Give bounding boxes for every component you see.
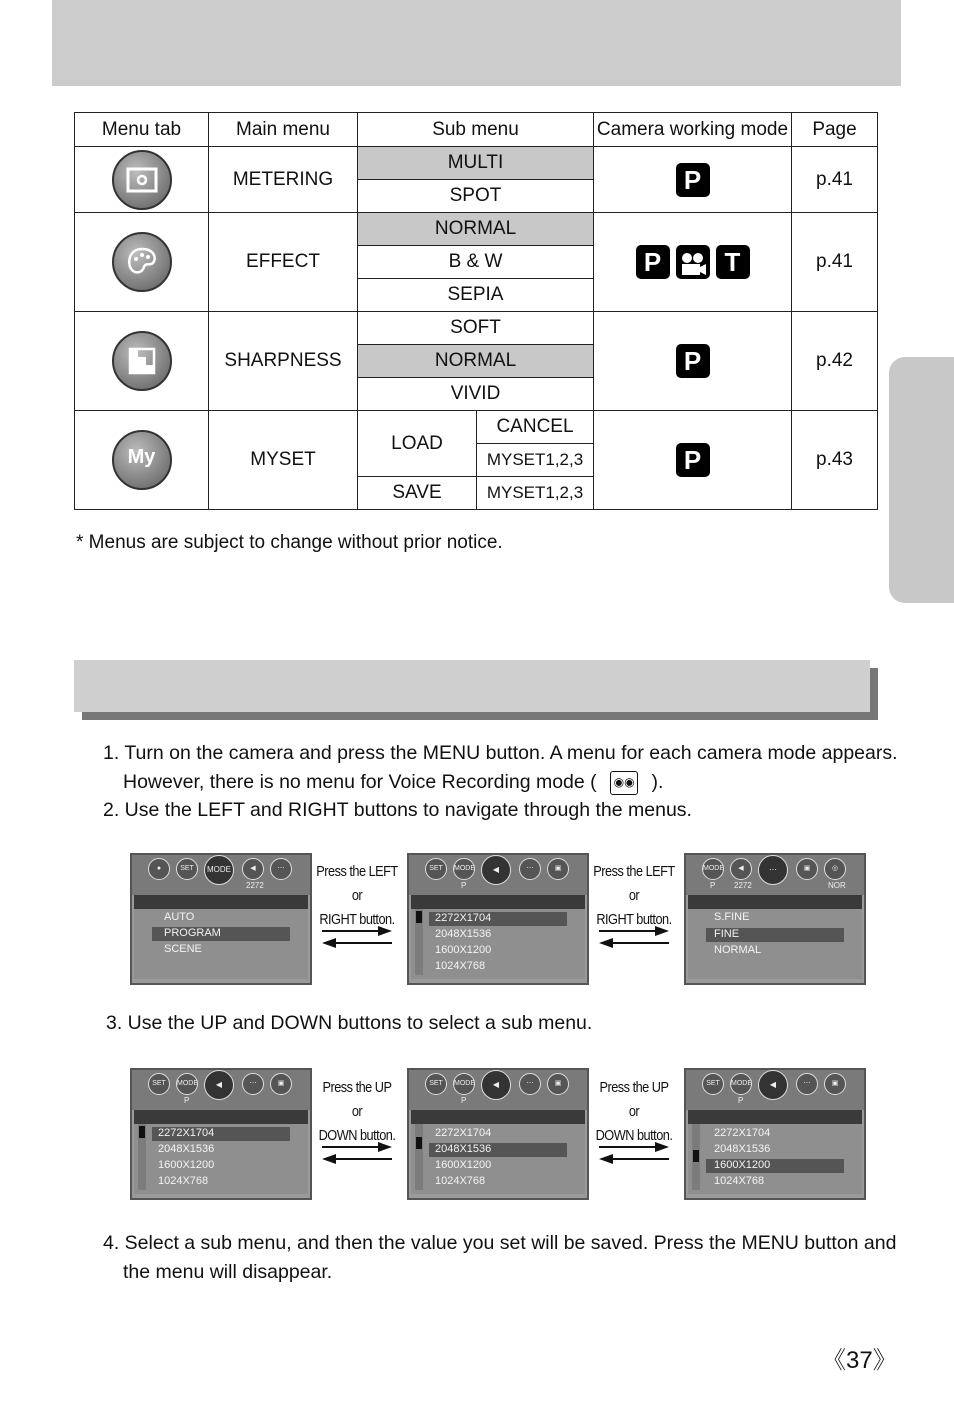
header-band [52,0,901,86]
sub-save-myset: MYSET1,2,3 [477,477,594,510]
menus-note: * Menus are subject to change without prior notice. [76,532,503,553]
sub-load-cancel: CANCEL [477,411,594,444]
voice-recording-icon: ◉◉ [610,771,638,795]
screen-d-item-4: 1024X768 [158,1175,209,1187]
program-mode-icon: P [676,344,710,378]
size-icon: ⋯ [270,858,292,880]
voice-icon: ◀ [204,1070,234,1100]
screen-c-item-2: FINE [714,928,740,940]
screen-b-item-3: 1600X1200 [435,944,492,956]
screen-b-mode: P [461,881,467,890]
quality-icon: ▣ [824,1073,846,1095]
mode-cell-metering [594,147,792,213]
metering-icon [112,150,172,210]
size-icon: ⋯ [796,1073,818,1095]
myset-tab-cell [75,411,209,510]
screen-d [130,1068,312,1200]
screen-a-item-3: SCENE [164,943,202,955]
press-ud-1-line2: DOWN button. [318,1127,396,1144]
sharpness-tab-cell [75,312,209,411]
screen-e-mode: P [461,1096,467,1105]
voice-icon: ◀ [730,858,752,880]
set-icon: SET [702,1073,724,1095]
col-menu-tab: Menu tab [75,113,209,147]
metering-icon: ▣ [796,858,818,880]
press-lr-1-line2: RIGHT button. [319,911,395,928]
myset-icon [112,430,172,490]
screen-a-item-1: AUTO [164,911,195,923]
size-icon: ⋯ [519,1073,541,1095]
mode-cell-sharpness [594,312,792,411]
mode-icon: MODE [730,1073,752,1095]
sub-sharp-normal: NORMAL [358,345,594,378]
sub-multi: MULTI [358,147,594,180]
mode-icon: MODE [176,1073,198,1095]
up-down-arrows [322,1138,392,1168]
screen-e-item-2: 2048X1536 [435,1143,492,1155]
size-icon: ⋯ [758,855,788,885]
program-mode-icon: P [676,443,710,477]
movie-mode-icon [676,245,710,279]
screen-c-item-3: NORMAL [714,944,762,956]
voice-icon: ◀ [481,855,511,885]
step-2: 2. Use the LEFT and RIGHT buttons to navigate through the menus. [103,799,692,821]
press-lr-1-line1: Press the LEFT or [316,863,398,904]
step-1-cont-text: However, there is no menu for Voice Recording mode ( [123,771,597,793]
sharpness-icon [112,331,172,391]
screen-a-num: 2272 [246,881,264,890]
effect-tab-cell [75,213,209,312]
camera-user-icon: ● [148,858,170,880]
step-3: 3. Use the UP and DOWN buttons to select a sub menu. [106,1012,593,1034]
col-camera-mode: Camera working mode [594,113,792,147]
sub-effect-normal: NORMAL [358,213,594,246]
col-sub-menu: Sub menu [358,113,594,147]
screen-e [407,1068,589,1200]
step-1-cont [123,768,663,797]
set-icon: SET [425,858,447,880]
mode-icon: MODE [204,855,234,885]
screen-a [130,853,312,985]
voice-icon: ◀ [481,1070,511,1100]
text-mode-icon: T [716,245,750,279]
main-menu-effect: EFFECT [209,213,358,312]
voice-icon: ◀ [242,858,264,880]
step-1: 1. Turn on the camera and press the MENU button. A menu for each camera mode appears. [103,742,898,764]
main-menu-sharpness: SHARPNESS [209,312,358,411]
screen-e-item-3: 1600X1200 [435,1159,492,1171]
size-icon: ⋯ [242,1073,264,1095]
screen-c-item-1: S.FINE [714,911,750,923]
effect-icon: ◎ [824,858,846,880]
sub-soft: SOFT [358,312,594,345]
sub-load-myset: MYSET1,2,3 [477,444,594,477]
press-lr-2-line1: Press the LEFT or [593,863,675,904]
step-4-cont: the menu will disappear. [123,1261,333,1283]
page-effect: p.41 [792,213,878,312]
set-icon: SET [425,1073,447,1095]
page-metering: p.41 [792,147,878,213]
screen-f [684,1068,866,1200]
page-sharpness: p.42 [792,312,878,411]
mode-icon: MODE [453,1073,475,1095]
sub-bw: B & W [358,246,594,279]
screen-e-item-4: 1024X768 [435,1175,486,1187]
menu-table [74,112,878,510]
screen-f-item-1: 2272X1704 [714,1127,771,1139]
screen-d-item-1: 2272X1704 [158,1127,215,1139]
press-ud-2-line2: DOWN button. [595,1127,673,1144]
screen-b-item-2: 2048X1536 [435,928,492,940]
sub-sepia: SEPIA [358,279,594,312]
page-myset: p.43 [792,411,878,510]
screen-a-item-2: PROGRAM [164,927,221,939]
screen-b [407,853,589,985]
mode-cell-effect [594,213,792,312]
screen-f-mode: P [738,1096,744,1105]
myset-icon-label: My [127,446,156,468]
voice-icon: ◀ [758,1070,788,1100]
step-1-cont-end: ). [651,771,664,793]
screen-e-item-1: 2272X1704 [435,1127,492,1139]
set-icon: SET [148,1073,170,1095]
screen-c-extra: NOR [828,881,846,890]
screen-c [684,853,866,985]
press-ud-2-line1: Press the UP or [599,1079,669,1120]
sub-vivid: VIVID [358,378,594,411]
screen-b-item-1: 2272X1704 [435,912,492,924]
left-right-arrows [322,922,392,952]
screen-d-item-2: 2048X1536 [158,1143,215,1155]
effect-palette-icon [112,232,172,292]
left-right-arrows [599,922,669,952]
screen-d-item-3: 1600X1200 [158,1159,215,1171]
program-mode-icon: P [636,245,670,279]
mode-cell-myset [594,411,792,510]
col-main-menu: Main menu [209,113,358,147]
section-bar [74,660,870,712]
screen-f-item-2: 2048X1536 [714,1143,771,1155]
screen-d-mode: P [184,1096,190,1105]
set-icon: SET [176,858,198,880]
press-lr-2-line2: RIGHT button. [596,911,672,928]
screen-c-mode: P [710,881,716,890]
side-tab [889,357,954,603]
size-icon: ⋯ [519,858,541,880]
main-menu-myset: MYSET [209,411,358,510]
sub-load: LOAD [358,411,477,477]
step-4: 4. Select a sub menu, and then the value you set will be saved. Press the MENU button and [103,1232,897,1254]
press-ud-1-line1: Press the UP or [322,1079,392,1120]
up-down-arrows [599,1138,669,1168]
quality-icon: ▣ [270,1073,292,1095]
program-mode-icon: P [676,163,710,197]
screen-b-item-4: 1024X768 [435,960,486,972]
screen-f-item-3: 1600X1200 [714,1159,771,1171]
col-page: Page [792,113,878,147]
main-menu-metering: METERING [209,147,358,213]
quality-icon: ▣ [547,1073,569,1095]
screen-c-num: 2272 [734,881,752,890]
screen-f-item-4: 1024X768 [714,1175,765,1187]
page-number: 《37》 [822,1347,897,1374]
mode-icon: MODE [453,858,475,880]
metering-tab-cell [75,147,209,213]
sub-save: SAVE [358,477,477,510]
quality-icon: ▣ [547,858,569,880]
sub-spot: SPOT [358,180,594,213]
mode-icon: MODE [702,858,724,880]
